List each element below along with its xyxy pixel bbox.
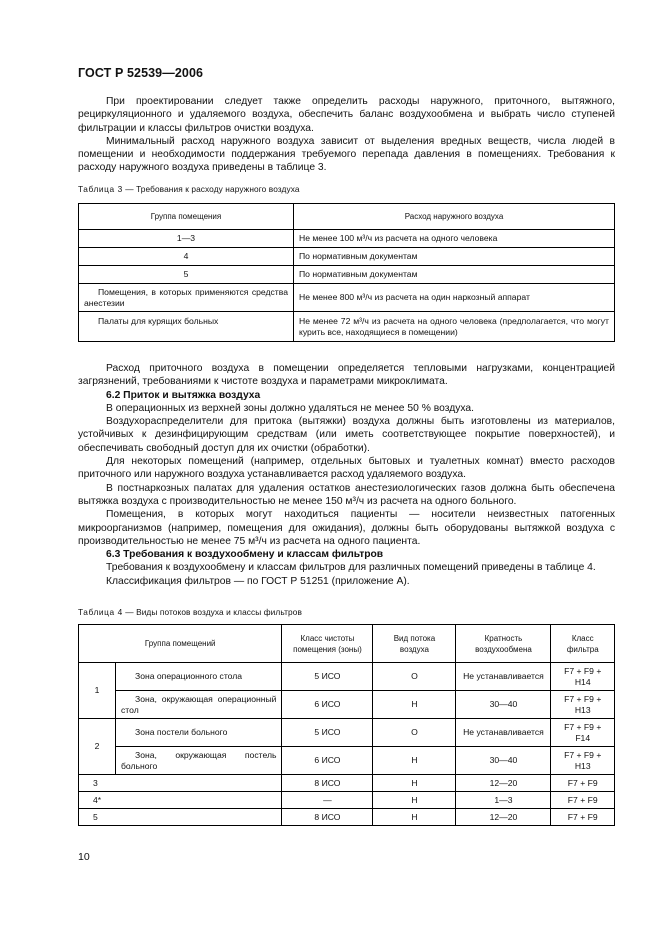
table-cell: 8 ИСО bbox=[282, 775, 373, 792]
table-cell: Не менее 72 м³/ч из расчета на одного человека (предполагается, что могут курить все, находящиеся в помещении) bbox=[294, 312, 615, 342]
section-heading-6-2: 6.2 Приток и вытяжка воздуха bbox=[106, 389, 261, 401]
table-cell: F7 + F9 + F14 bbox=[551, 719, 615, 747]
table-cell: Не устанавливается bbox=[456, 663, 551, 691]
body-text bbox=[78, 362, 615, 588]
table4-caption bbox=[78, 607, 302, 617]
table3-caption-text: — Требования к расходу наружного воздуха bbox=[122, 184, 300, 194]
table4-header-group: Группа помещений bbox=[79, 625, 282, 663]
section-heading-6-3: 6.3 Требования к воздухообмену и классам фильтров bbox=[106, 549, 384, 561]
document-header: ГОСТ Р 52539—2006 bbox=[78, 66, 204, 80]
table-cell: 6 ИСО bbox=[282, 691, 373, 719]
intro-text bbox=[78, 95, 615, 175]
table4-header-class: Класс чистоты помещения (зоны) bbox=[282, 625, 373, 663]
table-cell: 2 bbox=[79, 719, 116, 775]
paragraph: Минимальный расход наружного воздуха зависит от выделения вредных веществ, числа людей в помещении и необходимости поддержания требуемого перепада давления в помещениях. Требования к расходу наружного воздуха приведены в таблице 3. bbox=[78, 135, 615, 174]
table-4 bbox=[78, 624, 615, 826]
table-cell: 30—40 bbox=[456, 747, 551, 775]
table-cell: Зона операционного стола bbox=[116, 663, 282, 691]
table4-header-filter: Класс фильтра bbox=[551, 625, 615, 663]
table-cell: 5 bbox=[79, 266, 294, 284]
table-cell: 5 ИСО bbox=[282, 663, 373, 691]
table-cell: Н bbox=[373, 775, 456, 792]
table-cell: Не менее 800 м³/ч из расчета на один наркозный аппарат bbox=[294, 284, 615, 312]
paragraph: При проектировании следует также определить расходы наружного, приточного, вытяжного, рециркуляционного и удаляемого воздуха, обеспечить баланс воздухообмена и выбрать число ступеней фильтрации и классы фильтров очистки воздуха. bbox=[78, 96, 615, 134]
table-cell: 1 bbox=[79, 663, 116, 719]
table3-header-airflow: Расход наружного воздуха bbox=[294, 204, 615, 230]
table-cell: Н bbox=[373, 792, 456, 809]
table-row bbox=[79, 312, 615, 342]
table-cell: Не менее 100 м³/ч из расчета на одного человека bbox=[294, 230, 615, 248]
table-cell: 12—20 bbox=[456, 775, 551, 792]
table-row bbox=[79, 719, 615, 747]
table-cell: Н bbox=[373, 691, 456, 719]
table-cell: Не устанавливается bbox=[456, 719, 551, 747]
table-cell: F7 + F9 bbox=[551, 775, 615, 792]
table-row bbox=[79, 248, 615, 266]
table4-header-flow: Вид потока воздуха bbox=[373, 625, 456, 663]
table-3 bbox=[78, 203, 615, 342]
table-cell: 1—3 bbox=[79, 230, 294, 248]
paragraph: Классификация фильтров — по ГОСТ Р 51251 (приложение А). bbox=[106, 575, 410, 587]
table-row bbox=[79, 747, 615, 775]
table-cell: F7 + F9 bbox=[551, 792, 615, 809]
table-cell: 4 bbox=[79, 248, 294, 266]
paragraph: Помещения, в которых могут находиться пациенты — носители неизвестных патогенных микроорганизмов (например, помещения для ожидания), должны быть оборудованы вытяжкой воздуха с производительностью не менее 75 м³/ч из расчета на одного пациента. bbox=[78, 509, 615, 547]
table3-caption-label: Таблица 3 bbox=[78, 184, 123, 194]
table-cell: О bbox=[373, 719, 456, 747]
paragraph: Для некоторых помещений (например, отдельных бытовых и туалетных комнат) вместо расходов приточного или наружного воздуха устанавливается расход удаляемого воздуха. bbox=[78, 456, 615, 481]
table-cell: 4* bbox=[79, 792, 282, 809]
table-row bbox=[79, 266, 615, 284]
paragraph: Требования к воздухообмену и классам фильтров для различных помещений приведены в таблице 4. bbox=[106, 562, 596, 574]
table3-header-group: Группа помещения bbox=[79, 204, 294, 230]
table-cell: Н bbox=[373, 747, 456, 775]
paragraph: Расход приточного воздуха в помещении определяется тепловыми нагрузками, концентрацией загрязнений, требованиями к чистоте воздуха и параметрами микроклимата. bbox=[78, 363, 615, 388]
table-cell: Палаты для курящих больных bbox=[79, 312, 294, 342]
table-cell: F7 + F9 + H13 bbox=[551, 747, 615, 775]
table-cell: О bbox=[373, 663, 456, 691]
table-cell: 30—40 bbox=[456, 691, 551, 719]
table-cell: — bbox=[282, 792, 373, 809]
table-cell: Помещения, в которых применяются средства анестезии bbox=[79, 284, 294, 312]
table-cell: 5 bbox=[79, 809, 282, 826]
table-row bbox=[79, 230, 615, 248]
table-row bbox=[79, 663, 615, 691]
table-cell: 3 bbox=[79, 775, 282, 792]
table-cell: Н bbox=[373, 809, 456, 826]
table4-caption-label: Таблица 4 bbox=[78, 607, 123, 617]
table4-header-rate: Кратность воздухообмена bbox=[456, 625, 551, 663]
table4-caption-text: — Виды потоков воздуха и классы фильтров bbox=[122, 607, 302, 617]
table-cell: По нормативным документам bbox=[294, 266, 615, 284]
table-cell: 8 ИСО bbox=[282, 809, 373, 826]
paragraph: В операционных из верхней зоны должно удаляться не менее 50 % воздуха. bbox=[106, 402, 474, 414]
table3-caption bbox=[78, 184, 300, 194]
table-cell: 6 ИСО bbox=[282, 747, 373, 775]
table-row bbox=[79, 775, 615, 792]
page-number: 10 bbox=[78, 851, 90, 863]
paragraph: В постнаркозных палатах для удаления остатков анестезиологических газов должна быть обеспечена вытяжка воздуха с производительностью не менее 150 м³/ч из расчета на одного больного. bbox=[78, 482, 615, 507]
table-row bbox=[79, 792, 615, 809]
table-cell: Зона постели больного bbox=[116, 719, 282, 747]
table-cell: 12—20 bbox=[456, 809, 551, 826]
paragraph: Воздухораспределители для притока (вытяжки) воздуха должны быть изготовлены из материалов, устойчивых к дезинфицирующим средствам (или иметь соответствующее покрытие поверхностей), и обеспечивать свободный доступ для их очистки (обработки). bbox=[78, 416, 615, 454]
table-cell: 1—3 bbox=[456, 792, 551, 809]
table-cell: F7 + F9 + H14 bbox=[551, 663, 615, 691]
table-cell: 5 ИСО bbox=[282, 719, 373, 747]
table-cell: F7 + F9 bbox=[551, 809, 615, 826]
table-row bbox=[79, 284, 615, 312]
table-row bbox=[79, 691, 615, 719]
table-cell: F7 + F9 + H13 bbox=[551, 691, 615, 719]
table-cell: Зона, окружающая постель больного bbox=[116, 747, 282, 775]
table-cell: Зона, окружающая операционный стол bbox=[116, 691, 282, 719]
table-row bbox=[79, 809, 615, 826]
table-cell: По нормативным документам bbox=[294, 248, 615, 266]
